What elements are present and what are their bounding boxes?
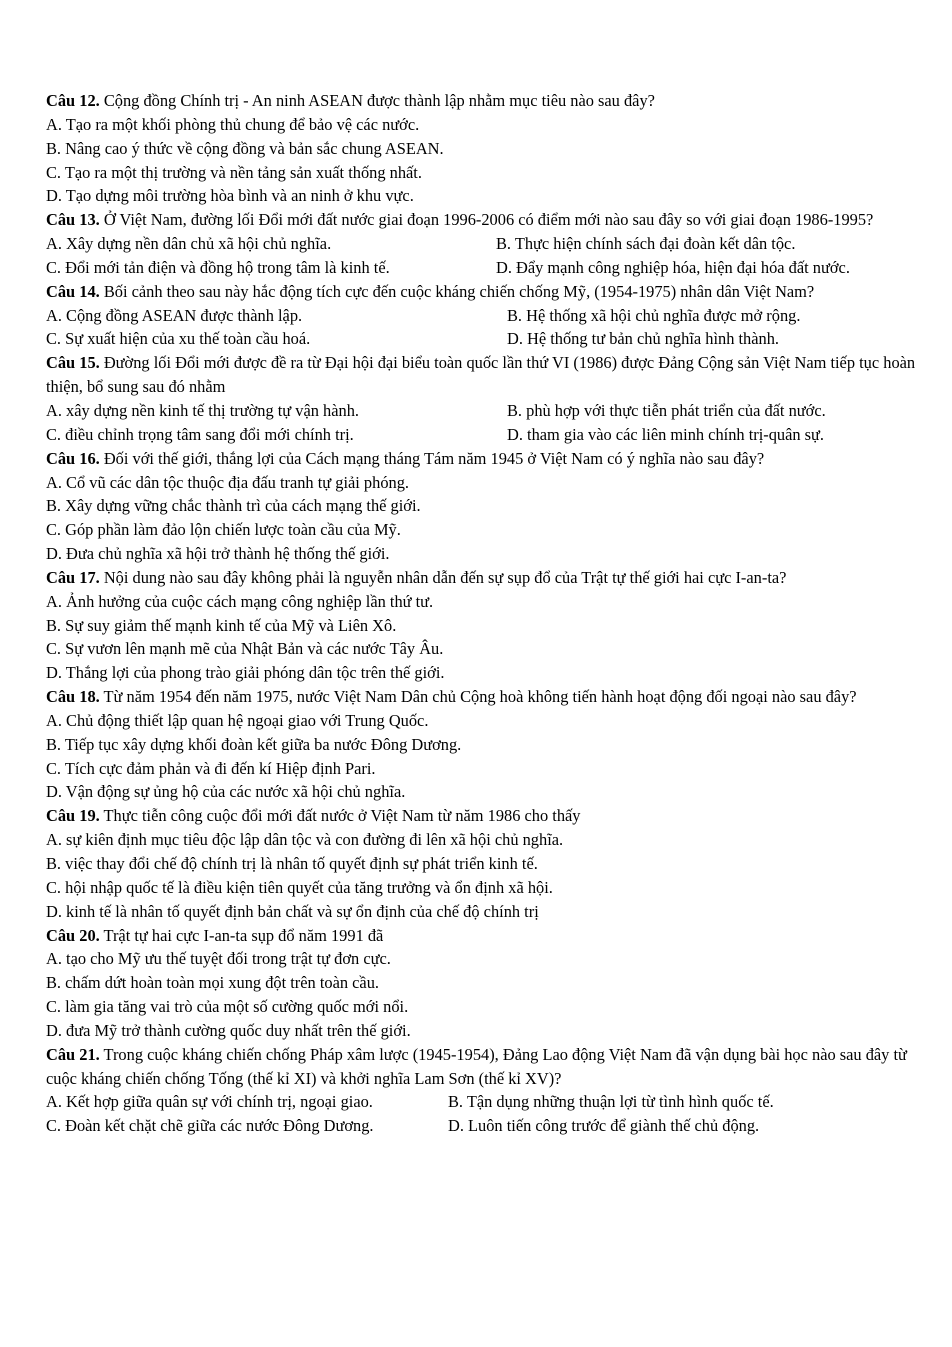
options-row bbox=[46, 327, 926, 351]
option-b: B. Xây dựng vững chắc thành trì của cách mạng thế giới. bbox=[46, 496, 421, 516]
question-text: Cộng đồng Chính trị - An ninh ASEAN được thành lập nhằm mục tiêu nào sau đây? bbox=[99, 91, 655, 110]
option-a: A. Cổ vũ các dân tộc thuộc địa đấu tranh tự giải phóng. bbox=[46, 472, 410, 492]
option-d: D. tham gia vào các liên minh chính trị-quân sự. bbox=[507, 424, 825, 444]
option-b: B. chấm dứt hoàn toàn mọi xung đột trên toàn cầu. bbox=[46, 973, 379, 993]
question-text: Nội dung nào sau đây không phải là nguyễn nhân dẫn đến sự sụp đổ của Trật tự thế giới hai cực I-an-ta? bbox=[99, 567, 787, 587]
question-12-stem bbox=[46, 89, 926, 113]
question-number: Câu 12. bbox=[46, 91, 100, 110]
options-row bbox=[46, 304, 926, 328]
question-number: Câu 15. bbox=[46, 353, 100, 373]
question-number: Câu 16. bbox=[46, 448, 100, 468]
option-c: C. Đoàn kết chặt chẽ giữa các nước Đông Dương. bbox=[46, 1116, 374, 1136]
option-b: B. việc thay đổi chế độ chính trị là nhân tố quyết định sự phát triển kinh tế. bbox=[46, 854, 538, 873]
option-b: B. Tiếp tục xây dựng khối đoàn kết giữa ba nước Đông Dương. bbox=[46, 734, 462, 754]
question-text: Thực tiễn công cuộc đổi mới đất nước ở Việt Nam từ năm 1986 cho thấy bbox=[99, 806, 581, 826]
option-b: B. phù hợp với thực tiễn phát triển của đất nước. bbox=[507, 400, 826, 420]
option-b: B. Tận dụng những thuận lợi từ tình hình quốc tế. bbox=[448, 1092, 774, 1112]
question-17-stem bbox=[46, 566, 926, 590]
option-c: C. Góp phần làm đảo lộn chiến lược toàn cầu của Mỹ. bbox=[46, 520, 401, 540]
option-c: C. Tạo ra một thị trường và nền tảng sản xuất thống nhất. bbox=[46, 162, 422, 182]
option-a: A. Chủ động thiết lập quan hệ ngoại giao với Trung Quốc. bbox=[46, 710, 429, 730]
option-c: C. điều chỉnh trọng tâm sang đổi mới chính trị. bbox=[46, 424, 354, 444]
option-d: D. Hệ thống tư bản chủ nghĩa hình thành. bbox=[507, 329, 779, 349]
question-text: Từ năm 1954 đến năm 1975, nước Việt Nam Dân chủ Cộng hoà không tiến hành hoạt động đối ngoại nào sau đây? bbox=[99, 687, 857, 707]
option-c: C. Sự xuất hiện của xu thế toàn cầu hoá. bbox=[46, 329, 311, 349]
option-d: D. Thắng lợi của phong trào giải phóng dân tộc trên thế giới. bbox=[46, 663, 445, 683]
option-d: D. Tạo dựng môi trường hòa bình và an ninh ở khu vực. bbox=[46, 186, 414, 206]
options-row bbox=[46, 232, 926, 256]
options-row bbox=[46, 1090, 926, 1114]
question-number: Câu 14. bbox=[46, 281, 100, 301]
options-row bbox=[46, 1114, 926, 1138]
question-text: Ở Việt Nam, đường lối Đổi mới đất nước giai đoạn 1996-2006 có điểm mới nào sau đây so với giai đoạn 1986-1995? bbox=[99, 210, 874, 230]
option-d: D. Luôn tiến công trước để giành thế chủ động. bbox=[448, 1116, 760, 1136]
exam-document bbox=[46, 89, 926, 1138]
option-a: A. Ảnh hưởng của cuộc cách mạng công nghiệp lần thứ tư. bbox=[46, 591, 434, 611]
option-c: C. Tích cực đảm phản và đi đến kí Hiệp định Pari. bbox=[46, 758, 376, 778]
option-d: D. Đẩy mạnh công nghiệp hóa, hiện đại hóa đất nước. bbox=[496, 257, 850, 277]
question-13-stem bbox=[46, 208, 926, 232]
question-number: Câu 21. bbox=[46, 1044, 100, 1064]
option-a: A. xây dựng nền kinh tế thị trường tự vận hành. bbox=[46, 400, 359, 420]
option-d: D. đưa Mỹ trở thành cường quốc duy nhất trên thế giới. bbox=[46, 1020, 411, 1040]
option-a: A. tạo cho Mỹ ưu thế tuyệt đối trong trật tự đơn cực. bbox=[46, 949, 391, 969]
options-row bbox=[46, 399, 926, 423]
option-d: D. kinh tế là nhân tố quyết định bản chất và sự ổn định của chế độ chính trị bbox=[46, 901, 539, 921]
option-a: A. Tạo ra một khối phòng thủ chung để bảo vệ các nước. bbox=[46, 114, 420, 134]
options-row bbox=[46, 256, 926, 280]
question-text: Bối cảnh theo sau này hắc động tích cực đến cuộc kháng chiến chống Mỹ, (1954-1975) nhân dân Việt Nam? bbox=[99, 281, 815, 301]
option-d: D. Đưa chủ nghĩa xã hội trở thành hệ thống thế giới. bbox=[46, 544, 390, 564]
question-number: Câu 19. bbox=[46, 806, 100, 826]
option-a: A. Xây dựng nền dân chủ xã hội chủ nghĩa. bbox=[46, 234, 332, 254]
question-19-stem bbox=[46, 804, 926, 828]
option-c: C. Đổi mới tản điện và đồng hộ trong tâm là kinh tế. bbox=[46, 257, 390, 277]
question-18-stem bbox=[46, 685, 926, 709]
option-b: B. Sự suy giảm thế mạnh kinh tế của Mỹ và Liên Xô. bbox=[46, 615, 397, 635]
question-number: Câu 17. bbox=[46, 567, 100, 587]
question-16-stem bbox=[46, 447, 926, 471]
options-row bbox=[46, 423, 926, 447]
question-20-stem bbox=[46, 924, 926, 948]
question-21-stem bbox=[46, 1043, 926, 1091]
question-15-stem bbox=[46, 351, 926, 399]
option-d: D. Vận động sự ủng hộ của các nước xã hội chủ nghĩa. bbox=[46, 782, 406, 802]
option-a: A. sự kiên định mục tiêu độc lập dân tộc và con đường đi lên xã hội chủ nghĩa. bbox=[46, 830, 564, 850]
option-b: B. Nâng cao ý thức về cộng đồng và bản sắc chung ASEAN. bbox=[46, 138, 444, 158]
option-a: A. Kết hợp giữa quân sự với chính trị, ngoại giao. bbox=[46, 1092, 373, 1112]
option-c: C. làm gia tăng vai trò của một số cường quốc mới nổi. bbox=[46, 997, 409, 1017]
option-b: B. Hệ thống xã hội chủ nghĩa được mở rộng. bbox=[507, 305, 801, 325]
option-b: B. Thực hiện chính sách đại đoàn kết dân tộc. bbox=[496, 234, 796, 254]
option-a: A. Cộng đồng ASEAN được thành lập. bbox=[46, 305, 303, 325]
question-number: Câu 18. bbox=[46, 687, 100, 707]
question-text: Đường lối Đổi mới được đề ra từ Đại hội đại biểu toàn quốc lần thứ VI (1986) được Đảng Cộng sản Việt Nam tiếp tục hoàn thiện, bổ sung sau đó nhằm bbox=[46, 353, 916, 397]
option-c: C. hội nhập quốc tế là điều kiện tiên quyết của tăng trưởng và ổn định xã hội. bbox=[46, 877, 553, 897]
question-text: Trật tự hai cực I-an-ta sụp đổ năm 1991 đã bbox=[99, 925, 384, 945]
question-text: Trong cuộc kháng chiến chống Pháp xâm lược (1945-1954), Đảng Lao động Việt Nam đã vận dụng bài học nào sau đây từ cuộc kháng chiến chống Tống (thế kỉ XI) và khởi nghĩa Lam Sơn (thế kỉ XV)? bbox=[46, 1044, 907, 1088]
question-number: Câu 20. bbox=[46, 925, 100, 945]
question-14-stem bbox=[46, 280, 926, 304]
question-text: Đối với thế giới, thắng lợi của Cách mạng tháng Tám năm 1945 ở Việt Nam có ý nghĩa nào sau đây? bbox=[99, 448, 765, 468]
question-number: Câu 13. bbox=[46, 210, 100, 230]
option-c: C. Sự vươn lên mạnh mẽ của Nhật Bản và các nước Tây Âu. bbox=[46, 639, 444, 659]
